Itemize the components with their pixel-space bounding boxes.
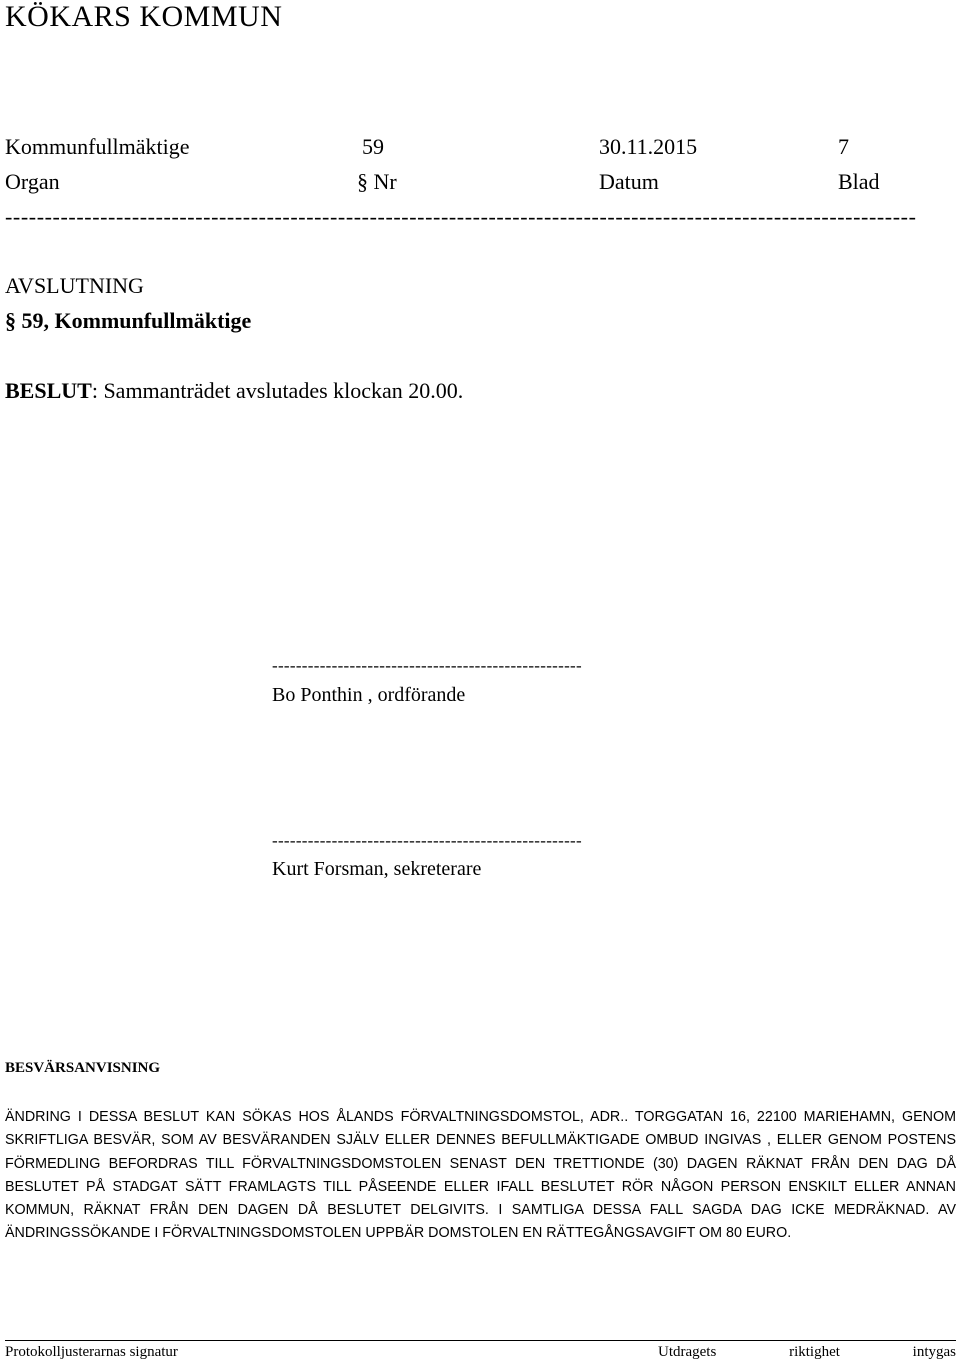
footer: [5, 1340, 956, 1360]
secretary-name: Kurt Forsman, sekreterare: [272, 858, 482, 880]
date-value: 30.11.2015: [599, 134, 698, 159]
nr-label: § Nr: [357, 169, 397, 194]
decision-text: : Sammanträdet avslutades klockan 20.00.: [91, 378, 464, 403]
section-subheading: § 59, Kommunfullmäktige: [5, 308, 252, 333]
header-separator: -------------------------------------------------------------------------------------------------------------------: [5, 204, 917, 229]
footer-cert-word-2: riktighet: [789, 1344, 840, 1360]
appeal-text: ÄNDRING I DESSA BESLUT KAN SÖKAS HOS ÅLANDS FÖRVALTNINGSDOMSTOL, ADR.. TORGGATAN 16, 22100 MARIEHAMN, GENOM SKRIFTLIGA BESVÄR, SOM AV BESVÄRANDEN SJÄLV ELLER DENNES BEFULLMÄKTIGADE OMBUD INGIVAS , ELLER GENOM POSTENS FÖRMEDLING BEFORDRAS TILL FÖRVALTNINGSDOMSTOLEN SENAST DEN TRETTIONDE (30) DAGEN RÄKNAT FRÅN DEN DAG DÅ BESLUTET PÅ STADGAT SÄTT FRAMLAGTS TILL PÅSEENDE ELLER IFALL BESLUTET RÖR NÅGON PERSON ENSKILT ELLER ANNAN KOMMUN, RÄKNAT FRÅN DEN DAGEN DÅ BESLUTET DELGIVITS. I SAMTLIGA DESSA FALL SAGDA DAG ICKE MEDRÄKNAD. AV ÄNDRINGSSÖKANDE I FÖRVALTNINGSDOMSTOLEN UPPBÄR DOMSTOLEN EN RÄTTEGÅNGSAVGIFT OM 80 EURO.: [5, 1109, 956, 1242]
chair-name: Bo Ponthin , ordförande: [272, 684, 466, 706]
appeal-heading: BESVÄRSANVISNING: [5, 1060, 161, 1076]
footer-signature-label: Protokolljusterarnas signatur: [5, 1344, 178, 1360]
nr-value: 59: [362, 134, 384, 159]
footer-cert-word-3: intygas: [912, 1344, 956, 1360]
section-heading: AVSLUTNING: [5, 273, 144, 298]
decision-label: BESLUT: [5, 378, 92, 403]
page-label: Blad: [838, 169, 880, 194]
decision: [5, 378, 463, 404]
footer-cert-word-1: Utdragets: [658, 1344, 717, 1360]
footer-certification: [658, 1344, 956, 1361]
municipality-title: KÖKARS KOMMUN: [5, 0, 283, 33]
secretary-signature-line: ----------------------------------------------------: [272, 831, 582, 850]
organ-label: Organ: [5, 169, 60, 194]
organ-value: Kommunfullmäktige: [5, 134, 190, 159]
page-value: 7: [838, 134, 849, 159]
date-label: Datum: [599, 169, 659, 194]
chair-signature-line: ----------------------------------------------------: [272, 656, 582, 675]
